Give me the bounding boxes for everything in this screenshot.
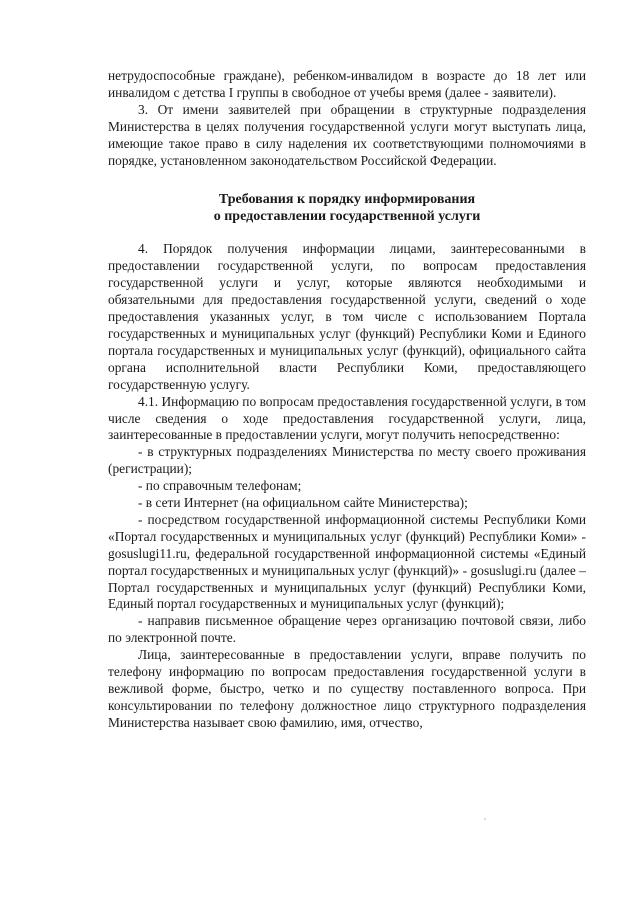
section-heading [108,191,586,225]
paragraph-phone-consultation: Лица, заинтересованные в предоставлении услуги, вправе получить по телефону информацию по вопросам предоставления государственной услуги в вежливой форме, быстро, четко и по существу поставленного вопроса. При консультировании по телефону должностное лицо структурного подразделения Министерства называет свою фамилию, имя, отчество, [108,647,586,730]
section-heading-line-1: Требования к порядку информирования [218,192,476,208]
intro-tail-paragraph: нетрудоспособные граждане), ребенком-инвалидом в возрасте до 18 лет или инвалидом с детства I группы в свободное от учебы время (далее - заявители). [108,68,586,100]
section-heading-line-2: о предоставлении государственной услуги [213,209,481,225]
bullet-item: - направив письменное обращение через организацию почтовой связи, либо по электронной почте. [108,613,586,646]
paragraph-4: 4. Порядок получения информации лицами, заинтересованными в предоставлении государственной услуги, по вопросам предоставления государственной услуги и услуг, которые являются необходимыми и обязательными для предоставления государственной услуги, сведений о ходе предоставления указанных услуг, в том числе с использованием Портала государственных и муниципальных услуг (функций) Республики Коми и Единого портала государственных и муниципальных услуг (функций), официального сайта органа исполнительной власти Республики Коми, предоставляющего государственную услугу. [108,241,586,392]
paragraph-4-1: 4.1. Информацию по вопросам предоставления государственной услуги, в том числе сведения о ходе предоставления государственной услуги, лица, заинтересованные в предоставлении услуги, могут получить непосредственно: [108,393,586,443]
scan-speck [484,818,486,820]
paragraph-3: 3. От имени заявителей при обращении в структурные подразделения Министерства в целях получения государственной услуги могут выступать лица, имеющие такое право в силу наделения их соответствующими полномочиями в порядке, установленном законодательством Российской Федерации. [108,101,586,168]
bullet-item: - в сети Интернет (на официальном сайте Министерства); [138,495,468,511]
bullet-item: - в структурных подразделениях Министерства по месту своего проживания (регистрации); [108,444,586,477]
bullet-item: - по справочным телефонам; [138,478,302,494]
document-body [108,68,586,732]
bullet-item: - посредством государственной информационной системы Республики Коми «Портал государственных и муниципальных услуг (функций) Республики Коми» - gosuslugi11.ru, федеральной государственной информационной системы «Единый портал государственных и муниципальных услуг (функций)» - gosuslugi.ru (далее – Портал государственных и муниципальных услуг (функций) Республики Коми, Единый портал государственных и муниципальных услуг (функций); [108,511,586,612]
